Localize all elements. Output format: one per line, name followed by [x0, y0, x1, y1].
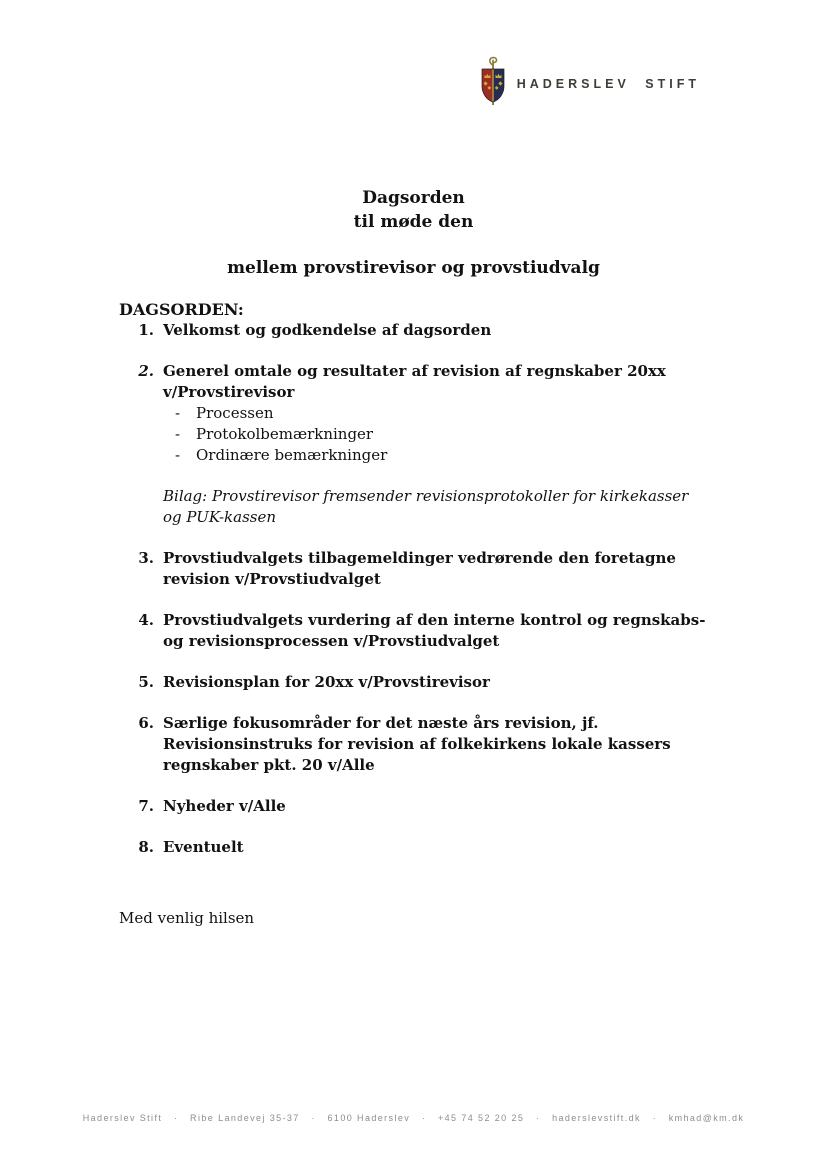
logo-text: HADERSLEV STIFT [516, 77, 700, 91]
subitem-text: Processen [196, 404, 274, 422]
logo [480, 56, 700, 112]
agenda-item-6 [119, 713, 708, 776]
subitem-text: Protokolbemærkninger [196, 425, 374, 443]
item-number: 1. [138, 321, 154, 339]
item-number: 6. [138, 714, 154, 732]
agenda-subitem [163, 403, 708, 424]
agenda-subitem [163, 424, 708, 445]
agenda-item-5 [119, 672, 708, 693]
item-number: 4. [138, 611, 154, 629]
dash-bullet: - [175, 425, 181, 443]
item-number: 2. [138, 362, 154, 380]
item-text: Velkomst og godkendelse af dagsorden [163, 321, 492, 339]
subitem-text: Ordinære bemærkninger [196, 446, 388, 464]
item-text: Eventuelt [163, 838, 244, 856]
agenda-item-7 [119, 796, 708, 817]
item-text: Nyheder v/Alle [163, 797, 286, 815]
item-number: 5. [138, 673, 154, 691]
dash-bullet: - [175, 404, 181, 422]
agenda-item-4 [119, 610, 708, 652]
agenda-item-8 [119, 837, 708, 858]
document-title-line2: til møde den [353, 212, 474, 232]
coat-of-arms-icon [480, 56, 506, 112]
closing-salutation: Med venlig hilsen [119, 909, 255, 927]
dash-bullet: - [175, 446, 181, 464]
item-text: Særlige fokusområder for det næste års revision, jf. Revisionsinstruks for revision af folkekirkens lokale kassers regnskaber pkt. 20 v/Alle [163, 714, 671, 774]
item-number: 7. [138, 797, 154, 815]
agenda-list [119, 320, 708, 858]
document-title-line1: Dagsorden [362, 188, 465, 208]
item-text: Generel omtale og resultater af revision af regnskaber 20xx v/Provstirevisor [163, 362, 666, 401]
agenda-item-1 [119, 320, 708, 341]
item-number: 8. [138, 838, 154, 856]
footer-contact-line: Haderslev Stift · Ribe Landevej 35-37 · 6100 Haderslev · +45 74 52 20 25 · haderslevstift.dk · kmhad@km.dk [82, 1113, 745, 1123]
agenda-item-2 [119, 361, 708, 528]
item-number: 3. [138, 549, 154, 567]
agenda-item-3 [119, 548, 708, 590]
item-text: Revisionsplan for 20xx v/Provstirevisor [163, 673, 490, 691]
document-title-line3: mellem provstirevisor og provstiudvalg [227, 258, 600, 278]
attachment-note: Bilag: Provstirevisor fremsender revisionsprotokoller for kirkekasser og PUK-kassen [163, 487, 689, 526]
document-body [119, 186, 708, 929]
item-text: Provstiudvalgets tilbagemeldinger vedrørende den foretagne revision v/Provstiudvalget [163, 549, 676, 588]
agenda-heading: DAGSORDEN: [119, 300, 244, 319]
agenda-subitem [163, 445, 708, 466]
item-text: Provstiudvalgets vurdering af den interne kontrol og regnskabs- og revisionsprocessen v/Provstiudvalget [163, 611, 706, 650]
